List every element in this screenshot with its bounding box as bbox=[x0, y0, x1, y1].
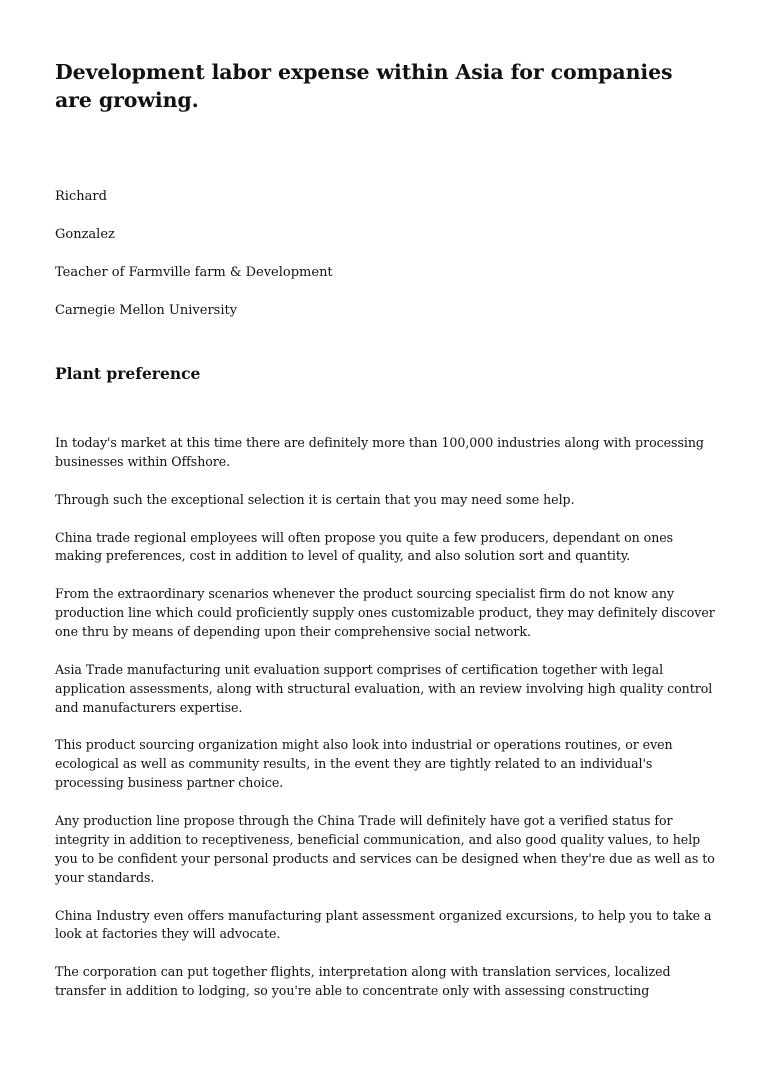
author-affiliation: Carnegie Mellon University bbox=[55, 303, 238, 318]
paragraph: Any production line propose through the China Trade will definitely have got a verified status for integrity in addition to receptiveness, beneficial communication, and also good quality values, to help you to be confident your personal products and services can be designed when they're due as well as to your standards. bbox=[55, 813, 715, 885]
paragraph: In today's market at this time there are definitely more than 100,000 industries along with processing businesses within Offshore. bbox=[55, 435, 704, 469]
paragraph: China Industry even offers manufacturing plant assessment organized excursions, to help you to take a look at factories they will advocate. bbox=[55, 907, 712, 942]
section-heading: Plant preference bbox=[55, 364, 201, 383]
author-position: Teacher of Farmville farm & Development bbox=[55, 265, 333, 280]
paragraph: This product sourcing organization might also look into industrial or operations routines, or even ecological as well as community results, in the event they are tightly related to an individual's processing business partner choice. bbox=[55, 737, 673, 791]
author-first-name: Richard bbox=[55, 189, 107, 204]
document-title: Development labor expense within Asia for companies are growing. bbox=[55, 60, 673, 112]
paragraph: Asia Trade manufacturing unit evaluation support comprises of certification together with legal application assessments, along with structural evaluation, with an review involving high quality control and manufacturers expertise. bbox=[55, 661, 713, 715]
paragraph: The corporation can put together flights, interpretation along with translation services, localized transfer in addition to lodging, so you're able to concentrate only with assessing constructing bbox=[55, 964, 671, 999]
author-last-name: Gonzalez bbox=[55, 227, 115, 242]
paragraph: From the extraordinary scenarios whenever the product sourcing specialist firm do not know any production line which could proficiently supply ones customizable product, they may definitely discover one thru by means of depending upon their comprehensive social network. bbox=[55, 586, 715, 640]
paragraph: China trade regional employees will often propose you quite a few producers, dependant on ones making preferences, cost in addition to level of quality, and also solution sort and quantity. bbox=[55, 529, 674, 564]
document-page bbox=[55, 58, 715, 1020]
paragraph: Through such the exceptional selection it is certain that you may need some help. bbox=[55, 491, 575, 507]
author-block bbox=[55, 188, 715, 320]
body-text bbox=[55, 434, 715, 1001]
